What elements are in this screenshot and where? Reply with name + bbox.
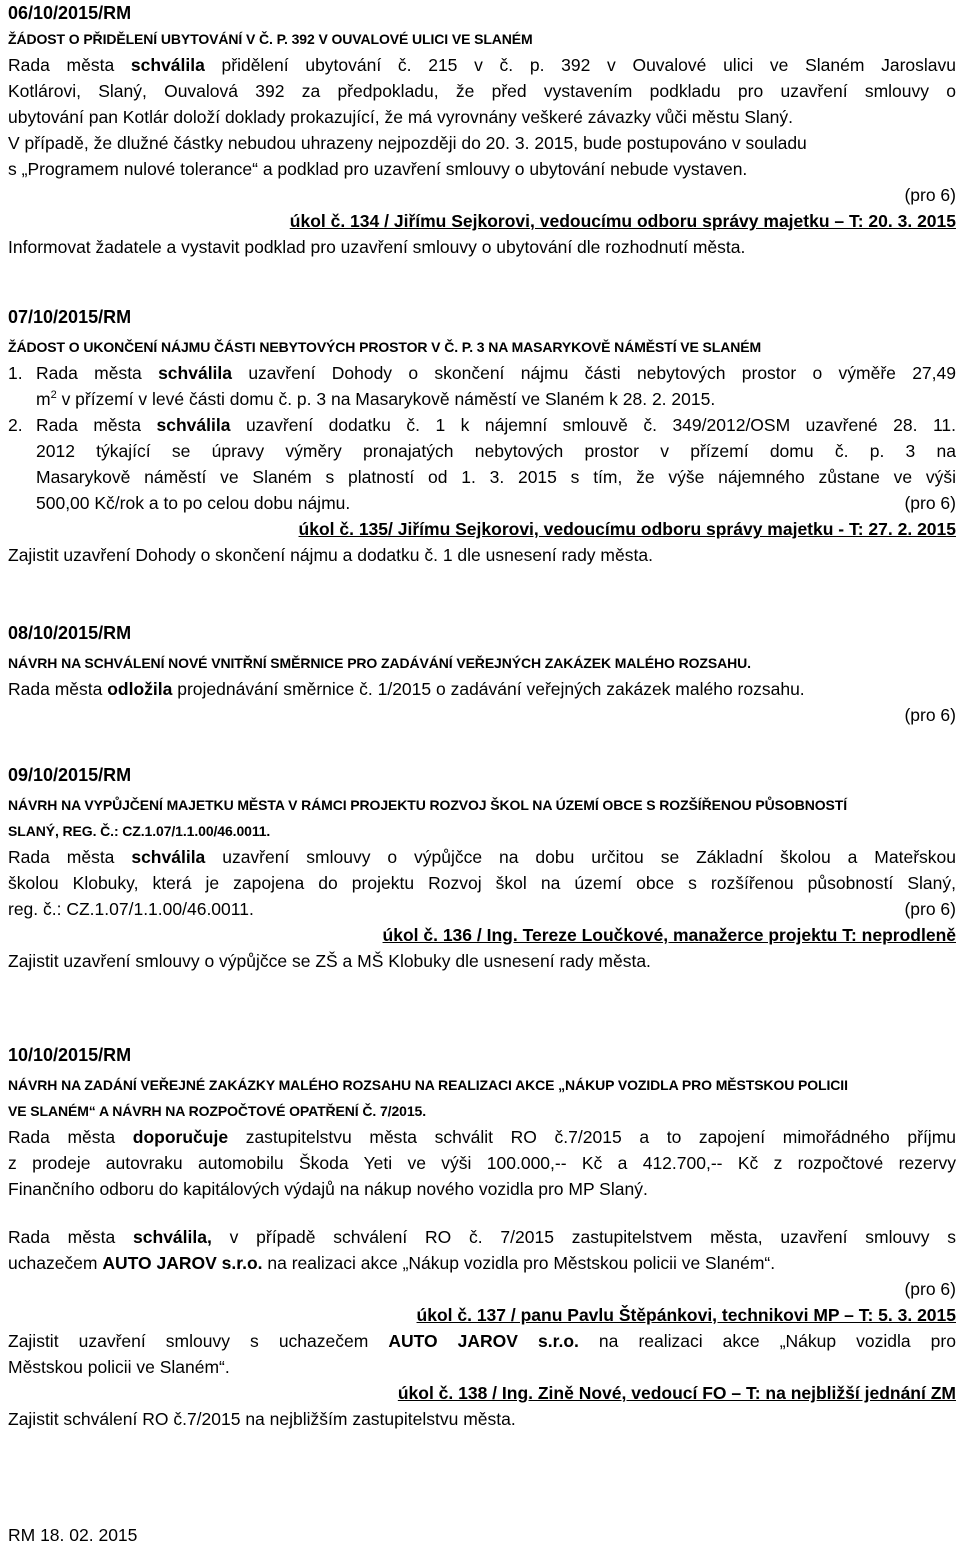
paragraph-line: ubytování pan Kotlár doloží doklady prokazující, že má vyrovnány veškeré závazky vůči městu Slaný. — [8, 107, 793, 127]
vote-count: (pro 6) — [904, 1279, 956, 1299]
paragraph-line: Kotlárovi, Slaný, Ouvalová 392 za předpokladu, že před vystavením podkladu pro uzavření smlouvy o — [8, 81, 956, 101]
paragraph-line: Finančního odboru do kapitálových výdajů na nákup nového vozidla pro MP Slaný. — [8, 1179, 648, 1199]
paragraph-line: s „Programem nulové tolerance“ a podklad pro uzavření smlouvy o ubytování nebude vystaven. — [8, 159, 748, 179]
paragraph-line: V případě, že dlužné částky nebudou uhrazeny nejpozději do 20. 3. 2015, bude postupováno v souladu — [8, 133, 807, 153]
list-item: 2. Rada města schválila uzavření dodatku č. 1 k nájemní smlouvě č. 349/2012/OSM uzavřené 28. 11. — [8, 415, 956, 435]
resolution-heading: ŽÁDOST O PŘIDĚLENÍ UBYTOVÁNÍ V Č. P. 392 V OUVALOVÉ ULICI VE SLANÉM — [8, 31, 533, 47]
paragraph-line: reg. č.: CZ.1.07/1.1.00/46.0011. (pro 6) — [8, 896, 956, 922]
resolution-09 — [8, 762, 956, 974]
resolution-06 — [8, 0, 956, 260]
task-text: Zajistit uzavření smlouvy o výpůjčce se ZŠ a MŠ Klobuky dle usnesení rady města. — [8, 951, 651, 971]
resolution-07 — [8, 304, 956, 568]
resolution-08 — [8, 620, 956, 728]
resolution-heading-line: SLANÝ, REG. Č.: CZ.1.07/1.1.00/46.0011. — [8, 823, 271, 839]
list-item-line: 2012 týkající se úpravy výměry pronajatých nebytových prostor v přízemí domu č. p. 3 na — [36, 441, 956, 461]
resolution-heading-line: VE SLANÉM“ A NÁVRH NA ROZPOČTOVÉ OPATŘENÍ Č. 7/2015. — [8, 1103, 426, 1119]
list-item-line: $m^2$ v přízemí v levé části domu č. p. 3 na Masarykově náměstí ve Slaném k 28. 2. 2015. — [36, 389, 716, 409]
list-item-line: 500,00 Kč/rok a to po celou dobu nájmu. (pro 6) — [8, 490, 956, 516]
resolution-heading: NÁVRH NA VYPŮJČENÍ MAJETKU MĚSTA V RÁMCI PROJEKTU ROZVOJ ŠKOL NA ÚZEMÍ OBCE S ROZŠÍŘENOU PŮSOBNOSTÍ — [8, 797, 847, 813]
resolution-id: 07/10/2015/RM — [8, 307, 132, 327]
list-item-line: Masarykově náměstí ve Slaném s platností od 1. 3. 2015 s tím, že výše nájemného zůstane ve výši — [36, 467, 956, 487]
paragraph: Rada města doporučuje zastupitelstvu města schválit RO č.7/2015 a to zapojení mimořádného příjmu — [8, 1127, 956, 1147]
resolution-heading: NÁVRH NA SCHVÁLENÍ NOVÉ VNITŘNÍ SMĚRNICE PRO ZADÁVÁNÍ VEŘEJNÝCH ZAKÁZEK MALÉHO ROZSAHU. — [8, 655, 751, 671]
paragraph: Rada města schválila, v případě schválení RO č. 7/2015 zastupitelstvem města, uzavření smlouvy s — [8, 1227, 956, 1247]
vote-count: (pro 6) — [904, 185, 956, 205]
resolution-id: 10/10/2015/RM — [8, 1045, 132, 1065]
vote-count: (pro 6) — [904, 899, 956, 919]
resolution-heading: NÁVRH NA ZADÁNÍ VEŘEJNÉ ZAKÁZKY MALÉHO ROZSAHU NA REALIZACI AKCE „NÁKUP VOZIDLA PRO MĚSTSKOU POLICII — [8, 1077, 848, 1093]
vote-count: (pro 6) — [904, 705, 956, 725]
vote-count: (pro 6) — [904, 493, 956, 513]
paragraph-line: z prodeje autovraku automobilu Škoda Yeti ve výši 100.000,-- Kč a 412.700,-- Kč z rozpočtové rezervy — [8, 1153, 956, 1173]
paragraph-line: školou Klobuky, která je zapojena do projektu Rozvoj škol na území obce s rozšířenou působností Slaný, — [8, 873, 956, 893]
task-text: Zajistit schválení RO č.7/2015 na nejbližším zastupitelstvu města. — [8, 1409, 516, 1429]
resolution-id: 06/10/2015/RM — [8, 3, 132, 23]
task-assignment: úkol č. 138 / Ing. Zině Nové, vedoucí FO – T: na nejbližší jednání ZM — [397, 1383, 956, 1403]
footer-date: RM 18. 02. 2015 — [8, 1525, 138, 1545]
task-text: Zajistit uzavření smlouvy s uchazečem AUTO JAROV s.r.o. na realizaci akce „Nákup vozidla pro — [8, 1331, 956, 1351]
resolution-id: 09/10/2015/RM — [8, 765, 132, 785]
resolution-heading: ŽÁDOST O UKONČENÍ NÁJMU ČÁSTI NEBYTOVÝCH PROSTOR V Č. P. 3 NA MASARYKOVĚ NÁMĚSTÍ VE SLANÉM — [8, 339, 762, 355]
paragraph: Rada města odložila projednávání směrnice č. 1/2015 o zadávání veřejných zakázek malého rozsahu. — [8, 679, 805, 699]
resolution-10 — [8, 1042, 956, 1432]
task-text: Informovat žadatele a vystavit podklad pro uzavření smlouvy o ubytování dle rozhodnutí města. — [8, 237, 746, 257]
page-footer — [8, 1522, 956, 1548]
list-item: 1. Rada města schválila uzavření Dohody o skončení nájmu části nebytových prostor o výměře 27,49 — [8, 363, 956, 383]
task-text: Zajistit uzavření Dohody o skončení nájmu a dodatku č. 1 dle usnesení rady města. — [8, 545, 653, 565]
task-assignment: úkol č. 137 / panu Pavlu Štěpánkovi, technikovi MP – T: 5. 3. 2015 — [416, 1305, 956, 1325]
task-text-line: Městskou policii ve Slaném“. — [8, 1357, 230, 1377]
resolution-id: 08/10/2015/RM — [8, 623, 132, 643]
task-assignment: úkol č. 135/ Jiřímu Sejkorovi, vedoucímu odboru správy majetku - T: 27. 2. 2015 — [298, 519, 956, 539]
task-assignment: úkol č. 134 / Jiřímu Sejkorovi, vedoucímu odboru správy majetku – T: 20. 3. 2015 — [289, 211, 956, 231]
paragraph: Rada města schválila uzavření smlouvy o výpůjčce na dobu určitou se Základní školou a Mateřskou — [8, 847, 956, 867]
paragraph: Rada města schválila přidělení ubytování č. 215 v č. p. 392 v Ouvalové ulici ve Slaném Jaroslavu — [8, 55, 956, 75]
paragraph-line: uchazečem AUTO JAROV s.r.o. na realizaci akce „Nákup vozidla pro Městskou policii ve Slaném“. — [8, 1253, 776, 1273]
task-assignment: úkol č. 136 / Ing. Tereze Loučkové, manažerce projektu T: neprodleně — [382, 925, 956, 945]
